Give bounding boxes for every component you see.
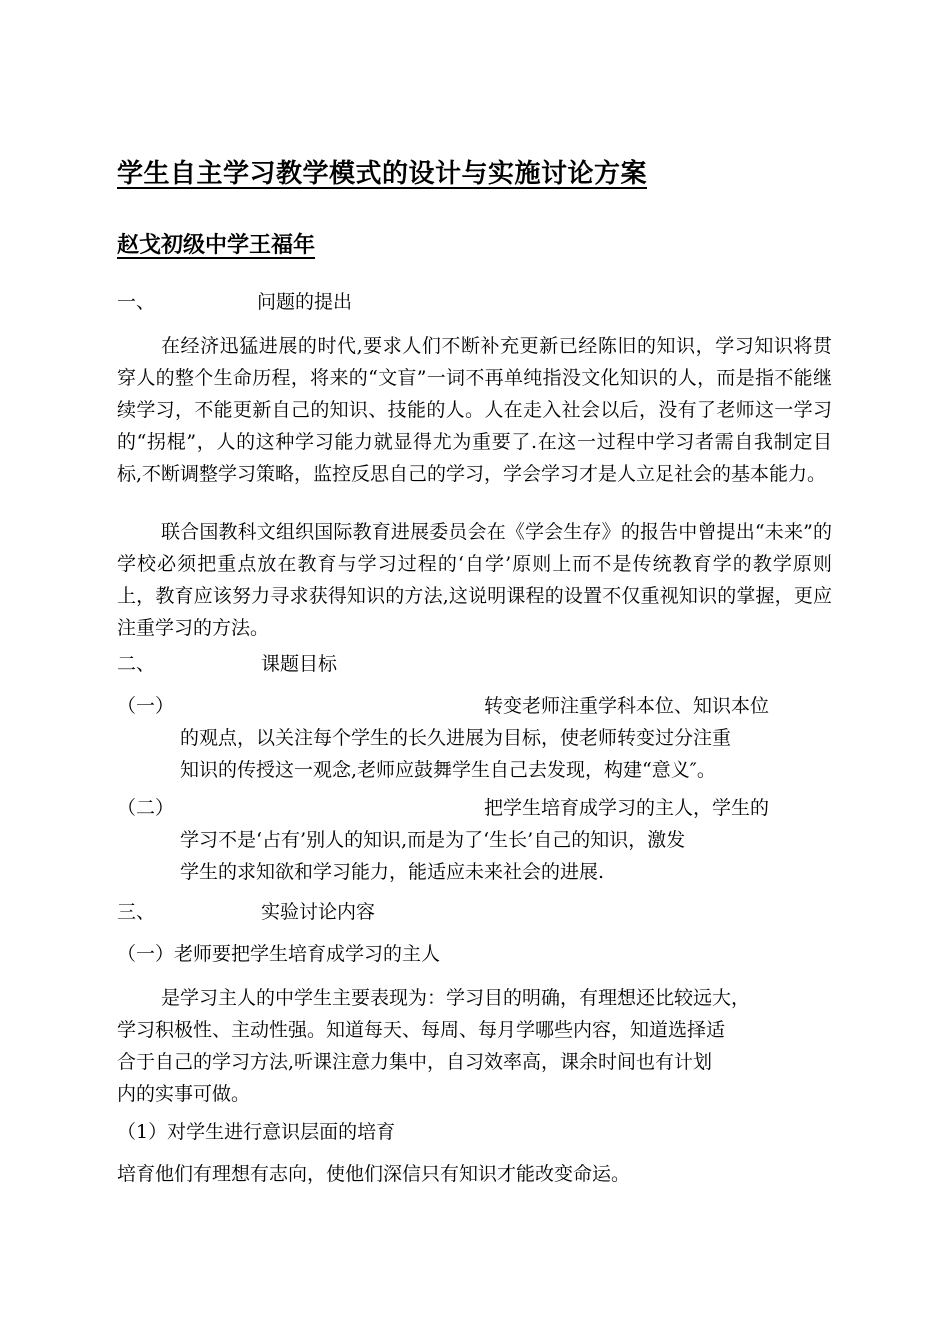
section-title: 实验讨论内容 — [261, 901, 376, 923]
goal-text-first-line: 转变老师注重学科本位、知识本位 — [484, 695, 770, 717]
document-title: 学生自主学习教学模式的设计与实施讨论方案 — [117, 159, 648, 189]
paragraph-4: 培育他们有理想有志向，使他们深信只有知识才能改变命运。 — [117, 1163, 631, 1185]
section-number: 三、 — [117, 901, 156, 923]
subsection-heading: （一）老师要把学生培育成学习的主人 — [117, 943, 441, 965]
paragraph-2: 联合国教科文组织国际教育进展委员会在《学会生存》的报告中曾提出“未来”的学校必须把重点放在教育与学习过程的‘自学’原则上而不是传统教育学的教学原则上，教育应该努力寻求获得知识的方法,这说明课程的设置不仅重视知识的掌握，更应注重学习的方法。 — [117, 521, 832, 639]
goal-number: （一） — [117, 695, 175, 717]
list-item-heading: （1）对学生进行意识层面的培育 — [117, 1121, 396, 1143]
goal-number: （二） — [117, 797, 175, 819]
goal-text-line: 知识的传授这一观念,老师应鼓舞学生自己去发现，构建“意义″。 — [180, 759, 716, 781]
paragraph-line: 内的实事可做。 — [117, 1083, 251, 1105]
goal-text-first-line: 把学生培育成学习的主人，学生的 — [484, 797, 770, 819]
goal-text-line: 学习不是‘占有’别人的知识,而是为了‘生长’自己的知识，激发 — [180, 829, 686, 851]
author-line: 赵戈初级中学王福年 — [117, 233, 316, 258]
paragraph-line: 是学习主人的中学生主要表现为：学习目的明确，有理想还比较远大， — [161, 987, 751, 1009]
paragraph-line: 合于自己的学习方法,听课注意力集中，自习效率高，课余时间也有计划 — [117, 1051, 713, 1073]
section-heading-3 — [117, 898, 375, 926]
section-title: 课题目标 — [261, 653, 338, 675]
paragraph-line: 学习积极性、主动性强。知道每天、每周、每月学哪些内容，知道选择适 — [117, 1019, 726, 1041]
goal-text-line: 的观点，以关注每个学生的长久进展为目标，使老师转变过分注重 — [180, 727, 732, 749]
section-heading-2 — [117, 650, 337, 678]
section-number: 二、 — [117, 653, 156, 675]
goal-text-line: 学生的求知欲和学习能力，能适应未来社会的进展. — [180, 861, 605, 883]
paragraph-1: 在经济迅猛进展的时代,要求人们不断补充更新已经陈旧的知识，学习知识将贯穿人的整个生命历程，将来的“文盲”一词不再单纯指没文化知识的人，而是指不能继续学习，不能更新自己的知识、技能的人。人在走入社会以后，没有了老师这一学习的“拐棍”，人的这种学习能力就显得尤为重要了.在这一过程中学习者需自我制定目标,不断调整学习策略，监控反思自己的学习，学会学习才是人立足社会的基本能力。 — [117, 335, 832, 485]
section-title: 问题的提出 — [257, 291, 353, 313]
section-number: 一、 — [117, 291, 156, 313]
section-heading-1 — [117, 288, 352, 316]
